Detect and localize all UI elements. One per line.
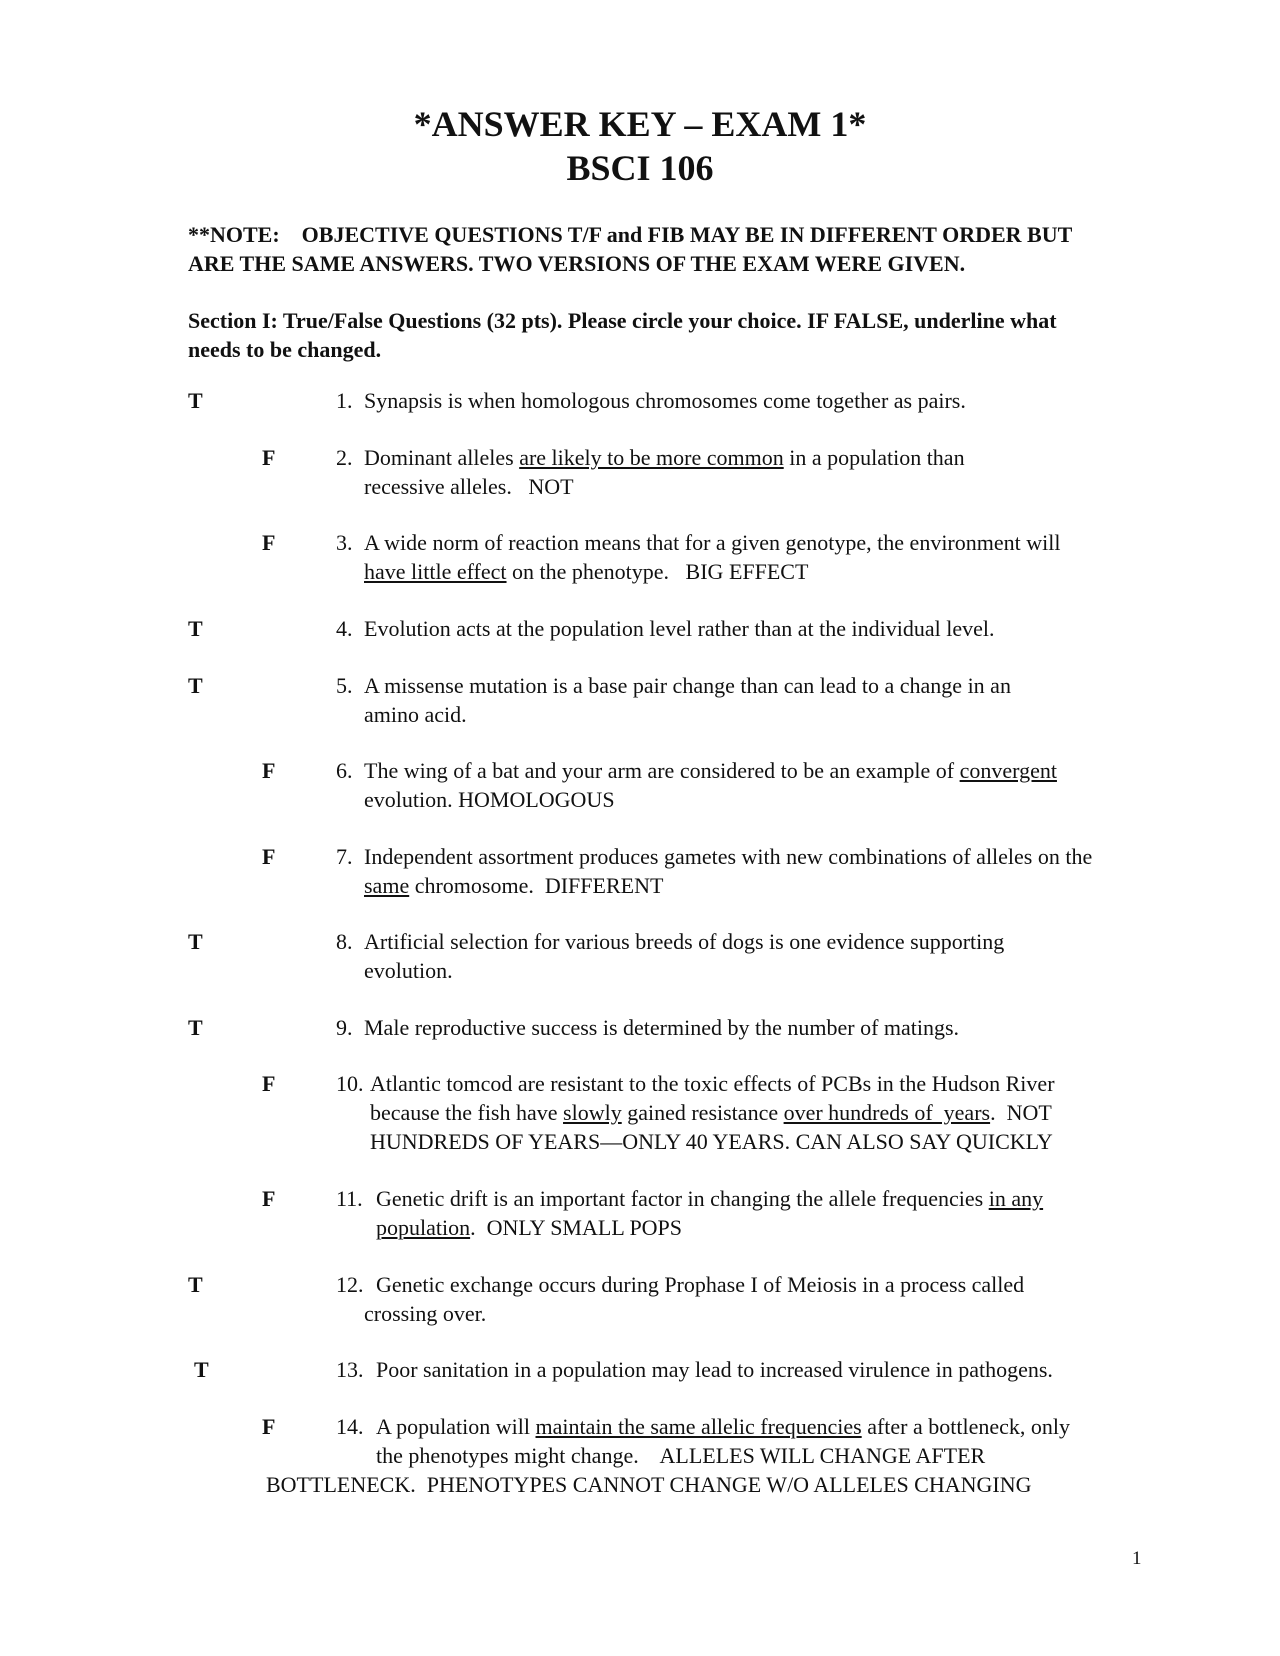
question-number: 9. xyxy=(336,1015,353,1040)
underlined-text: population xyxy=(376,1215,471,1240)
underlined-text: convergent xyxy=(959,758,1057,783)
underlined-text: over hundreds of years xyxy=(783,1100,991,1125)
question-number: 3. xyxy=(336,530,353,555)
underlined-text: in any xyxy=(988,1186,1044,1211)
text-run: on the phenotype. BIG EFFECT xyxy=(506,559,809,584)
question-text-continued xyxy=(364,871,663,900)
answer-mark: F xyxy=(262,844,276,869)
question-text: Genetic exchange occurs during Prophase I of Meiosis in a process called xyxy=(376,1272,1025,1297)
underlined-text: same xyxy=(364,873,410,898)
answer-mark: F xyxy=(262,1414,276,1439)
answer-mark: T xyxy=(188,1015,203,1040)
text-run: chromosome. DIFFERENT xyxy=(409,873,664,898)
underlined-text: slowly xyxy=(563,1100,622,1125)
question-text xyxy=(376,1184,1216,1213)
question-text-continued: recessive alleles. NOT xyxy=(364,474,574,499)
question-text: Male reproductive success is determined by the number of matings. xyxy=(364,1015,960,1040)
question-number: 8. xyxy=(336,929,353,954)
answer-mark: T xyxy=(188,673,203,698)
question-number: 1. xyxy=(336,388,353,413)
question-text: A missense mutation is a base pair change than can lead to a change in an xyxy=(364,673,1011,698)
question-text: Independent assortment produces gametes with new combinations of alleles on the xyxy=(364,844,1093,869)
note-paragraph xyxy=(188,220,1208,278)
section-line-1: Section I: True/False Questions (32 pts). Please circle your choice. IF FALSE, underline what xyxy=(188,308,1057,333)
title-line-1: *ANSWER KEY – EXAM 1* xyxy=(413,104,867,144)
answer-mark: F xyxy=(262,1071,276,1096)
note-line-2: ARE THE SAME ANSWERS. TWO VERSIONS OF THE EXAM WERE GIVEN. xyxy=(188,251,966,276)
question-text xyxy=(364,756,1204,785)
title-line-2: BSCI 106 xyxy=(566,148,714,188)
answer-mark: F xyxy=(262,758,276,783)
text-run: after a bottleneck, only xyxy=(861,1414,1070,1439)
question-text: Artificial selection for various breeds of dogs is one evidence supporting xyxy=(364,929,1005,954)
question-text-continued xyxy=(364,557,808,586)
section-heading xyxy=(188,306,1208,364)
question-number: 4. xyxy=(336,616,353,641)
question-text-continued xyxy=(376,1213,682,1242)
question-text-continued: the phenotypes might change. ALLELES WILL CHANGE AFTER xyxy=(376,1443,986,1468)
page-number: 1 xyxy=(1132,1548,1142,1569)
question-text: Atlantic tomcod are resistant to the toxic effects of PCBs in the Hudson River xyxy=(370,1071,1055,1096)
question-number: 14. xyxy=(336,1414,364,1439)
question-number: 13. xyxy=(336,1357,364,1382)
question-text: Poor sanitation in a population may lead to increased virulence in pathogens. xyxy=(376,1357,1053,1382)
question-text: A wide norm of reaction means that for a given genotype, the environment will xyxy=(364,530,1061,555)
underlined-text: are likely to be more common xyxy=(519,445,784,470)
question-text xyxy=(364,443,1204,472)
answer-mark: F xyxy=(262,1186,276,1211)
text-run: A population will xyxy=(376,1414,536,1439)
text-run: The wing of a bat and your arm are considered to be an example of xyxy=(364,758,960,783)
answer-mark: F xyxy=(262,530,276,555)
text-run: gained resistance xyxy=(621,1100,784,1125)
answer-mark: F xyxy=(262,445,276,470)
question-text-continued: HUNDREDS OF YEARS—ONLY 40 YEARS. CAN ALSO SAY QUICKLY xyxy=(370,1129,1053,1154)
question-text: Synapsis is when homologous chromosomes come together as pairs. xyxy=(364,388,966,413)
underlined-text: have little effect xyxy=(364,559,507,584)
text-run: . NOT xyxy=(990,1100,1052,1125)
answer-mark: T xyxy=(188,929,203,954)
note-line-1: **NOTE: OBJECTIVE QUESTIONS T/F and FIB MAY BE IN DIFFERENT ORDER BUT xyxy=(188,222,1073,247)
answer-mark: T xyxy=(188,616,203,641)
text-run: . ONLY SMALL POPS xyxy=(470,1215,683,1240)
section-line-2: needs to be changed. xyxy=(188,337,382,362)
question-number: 12. xyxy=(336,1272,364,1297)
answer-mark: T xyxy=(194,1357,209,1382)
underlined-text: maintain the same allelic frequencies xyxy=(535,1414,862,1439)
text-run: Dominant alleles xyxy=(364,445,520,470)
question-number: 2. xyxy=(336,445,353,470)
answer-mark: T xyxy=(188,388,203,413)
question-text-continued: evolution. xyxy=(364,958,453,983)
question-text-continued: amino acid. xyxy=(364,702,467,727)
text-run: in a population than xyxy=(783,445,965,470)
answer-mark: T xyxy=(188,1272,203,1297)
question-number: 5. xyxy=(336,673,353,698)
question-text xyxy=(376,1412,1216,1441)
question-number: 6. xyxy=(336,758,353,783)
text-run: because the fish have xyxy=(370,1100,564,1125)
question-text-continued: crossing over. xyxy=(364,1301,487,1326)
question-text-continued: evolution. HOMOLOGOUS xyxy=(364,787,615,812)
question-number: 11. xyxy=(336,1186,363,1211)
question-text: Evolution acts at the population level rather than at the individual level. xyxy=(364,616,995,641)
text-run: Genetic drift is an important factor in changing the allele frequencies xyxy=(376,1186,989,1211)
question-number: 10. xyxy=(336,1071,364,1096)
question-number: 7. xyxy=(336,844,353,869)
question-text-continued xyxy=(370,1098,1052,1127)
question-text-continued: BOTTLENECK. PHENOTYPES CANNOT CHANGE W/O ALLELES CHANGING xyxy=(266,1472,1032,1497)
